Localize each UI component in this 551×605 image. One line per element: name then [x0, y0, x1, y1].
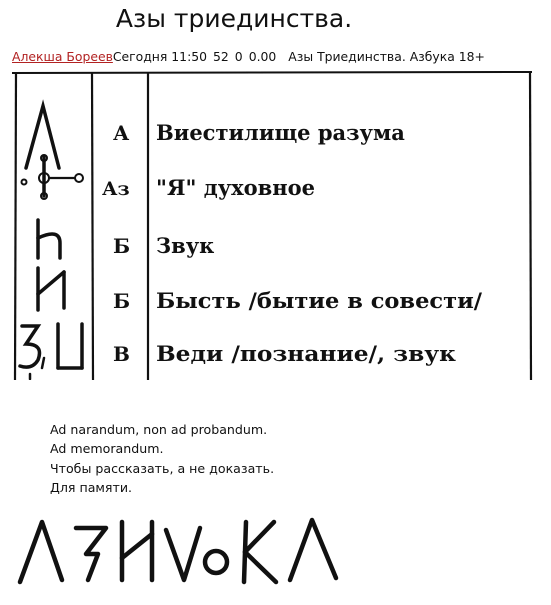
buki-rune-1-icon — [38, 220, 60, 258]
quote-line-4: Для памяти. — [50, 480, 133, 496]
comments-count: 0 — [234, 49, 243, 64]
rune-6-icon — [290, 520, 336, 580]
vedi-rune-icon — [20, 324, 82, 379]
rune-4-icon — [166, 528, 227, 580]
rune-2-icon — [76, 528, 106, 580]
page-title: Азы триединства. — [115, 4, 353, 33]
row-3-letter: Б — [113, 234, 131, 258]
views-count: 52 — [213, 49, 229, 64]
scanned-table-image — [0, 68, 538, 380]
row-4-letter: Б — [113, 289, 131, 313]
rating-value: 0.00 — [248, 49, 277, 64]
row-5-meaning: Веди /познание/, звук — [156, 341, 456, 366]
az-rune-icon — [22, 155, 84, 199]
row-2-meaning: "Я" духовное — [156, 175, 316, 200]
buki-rune-2-icon — [38, 268, 64, 310]
row-5-letter: В — [113, 342, 130, 366]
quote-line-2: Ad memorandum. — [50, 441, 164, 457]
latin-quote — [50, 420, 274, 498]
rune-3-icon — [122, 522, 152, 580]
scanned-table — [0, 68, 538, 380]
row-2-letter: Аз — [102, 178, 130, 200]
row-1-meaning: Виестилище разума — [156, 120, 405, 145]
table-frame — [12, 72, 532, 380]
author-link[interactable]: Алекша Бореев — [12, 49, 113, 64]
quote-line-3: Чтобы рассказать, а не доказать. — [50, 460, 275, 476]
runic-inscription-image — [14, 508, 344, 594]
row-4-meaning: Бысть /бытие в совести/ — [156, 288, 483, 313]
row-1-letter: А — [113, 121, 130, 145]
post-meta — [12, 49, 485, 64]
rune-5-icon — [244, 522, 276, 582]
quote-line-1: Ad narandum, non ad probandum. — [50, 422, 268, 437]
post-date: Сегодня 11:50 — [112, 49, 208, 64]
runic-inscription — [14, 508, 344, 590]
row-3-meaning: Звук — [156, 233, 215, 258]
rune-1-icon — [20, 522, 62, 582]
category-link[interactable]: Азы Триединства. Азбука 18+ — [288, 49, 485, 64]
